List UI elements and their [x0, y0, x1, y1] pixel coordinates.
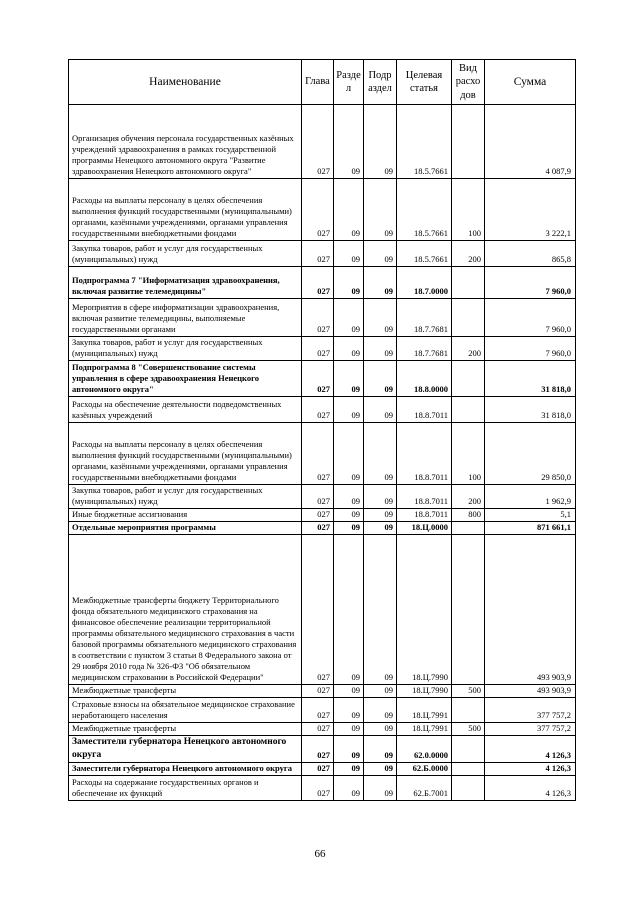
row-sum: 31 818,0	[485, 397, 576, 423]
row-subsection: 09	[364, 397, 397, 423]
row-target: 18.Ц.7990	[397, 535, 452, 685]
row-section: 09	[334, 105, 364, 179]
row-section: 09	[334, 179, 364, 241]
row-target: 18.8.7011	[397, 485, 452, 509]
row-name: Расходы на обеспечение деятельности подведомственных казённых учреждений	[69, 397, 302, 423]
row-name: Межбюджетные трансферты бюджету Территориального фонда обязательного медицинского страхования на финансовое обеспечение реализации территориальной программы обязательного медицинского страхования в части базовой программы обязательного медицинского страхования в соответствии с пунктом 3 статьи 8 Федерального закона от 29 ноября 2010 года № 326-ФЗ "Об обязательном медицинском страховании в Российской Федерации"	[69, 535, 302, 685]
table-row	[69, 299, 576, 337]
row-subsection: 09	[364, 299, 397, 337]
row-subsection: 09	[364, 736, 397, 763]
row-target: 18.Ц.7991	[397, 698, 452, 723]
row-sum: 4 087,9	[485, 105, 576, 179]
header-name: Наименование	[69, 60, 302, 105]
row-sum: 377 757,2	[485, 723, 576, 736]
row-name: Межбюджетные трансферты	[69, 685, 302, 698]
row-subsection: 09	[364, 267, 397, 299]
table-row	[69, 685, 576, 698]
row-expense-type	[452, 736, 485, 763]
row-section: 09	[334, 361, 364, 397]
row-section: 09	[334, 397, 364, 423]
row-target: 18.7.0000	[397, 267, 452, 299]
row-expense-type: 500	[452, 723, 485, 736]
row-section: 09	[334, 509, 364, 522]
row-sum: 871 661,1	[485, 522, 576, 535]
row-expense-type: 200	[452, 337, 485, 361]
table-row	[69, 485, 576, 509]
header-subsection: Подр аздел	[364, 60, 397, 105]
table-row	[69, 267, 576, 299]
row-name: Подпрограмма 8 "Совершенствование системы управления в сфере здравоохранения Ненецкого автономного округа"	[69, 361, 302, 397]
row-name: Расходы на выплаты персоналу в целях обеспечения выполнения функций государственными (муниципальными) органами, казёнными учреждениями, органами управления государственными внебюджетными фондами	[69, 423, 302, 485]
row-target: 62.Б.7001	[397, 776, 452, 801]
row-chapter: 027	[302, 337, 334, 361]
row-expense-type	[452, 267, 485, 299]
row-section: 09	[334, 736, 364, 763]
row-expense-type	[452, 105, 485, 179]
table-row	[69, 522, 576, 535]
row-target: 18.Ц.0000	[397, 522, 452, 535]
row-subsection: 09	[364, 723, 397, 736]
row-subsection: 09	[364, 179, 397, 241]
row-chapter: 027	[302, 397, 334, 423]
row-section: 09	[334, 267, 364, 299]
row-name: Мероприятия в сфере информатизации здравоохранения, включая развитие телемедицины, выполняемые государственными органами	[69, 299, 302, 337]
row-target: 18.8.7011	[397, 397, 452, 423]
header-chapter: Глава	[302, 60, 334, 105]
row-chapter: 027	[302, 763, 334, 776]
row-subsection: 09	[364, 361, 397, 397]
row-subsection: 09	[364, 535, 397, 685]
row-name: Расходы на выплаты персоналу в целях обеспечения выполнения функций государственными (муниципальными) органами, казёнными учреждениями, органами управления государственными внебюджетными фондами	[69, 179, 302, 241]
row-target: 18.5.7661	[397, 179, 452, 241]
row-sum: 5,1	[485, 509, 576, 522]
table-row	[69, 509, 576, 522]
table-row	[69, 423, 576, 485]
row-name: Межбюджетные трансферты	[69, 723, 302, 736]
table-row	[69, 241, 576, 267]
row-chapter: 027	[302, 723, 334, 736]
row-subsection: 09	[364, 241, 397, 267]
header-section: Разде л	[334, 60, 364, 105]
row-subsection: 09	[364, 685, 397, 698]
row-section: 09	[334, 423, 364, 485]
row-target: 18.5.7661	[397, 241, 452, 267]
row-chapter: 027	[302, 736, 334, 763]
row-expense-type	[452, 763, 485, 776]
row-target: 18.7.7681	[397, 299, 452, 337]
row-sum: 377 757,2	[485, 698, 576, 723]
table-row	[69, 535, 576, 685]
row-chapter: 027	[302, 241, 334, 267]
row-name: Расходы на содержание государственных органов и обеспечение их функций	[69, 776, 302, 801]
row-section: 09	[334, 763, 364, 776]
header-sum: Сумма	[485, 60, 576, 105]
row-chapter: 027	[302, 685, 334, 698]
row-name: Подпрограмма 7 "Информатизация здравоохранения, включая развитие телемедицины"	[69, 267, 302, 299]
row-chapter: 027	[302, 485, 334, 509]
row-section: 09	[334, 241, 364, 267]
row-expense-type: 200	[452, 485, 485, 509]
row-target: 62.0.0000	[397, 736, 452, 763]
table-row	[69, 361, 576, 397]
row-sum: 493 903,9	[485, 535, 576, 685]
header-target: Целевая статья	[397, 60, 452, 105]
row-expense-type: 800	[452, 509, 485, 522]
row-chapter: 027	[302, 423, 334, 485]
row-subsection: 09	[364, 485, 397, 509]
row-expense-type	[452, 522, 485, 535]
row-sum: 31 818,0	[485, 361, 576, 397]
row-chapter: 027	[302, 509, 334, 522]
row-target: 18.Ц.7991	[397, 723, 452, 736]
row-chapter: 027	[302, 522, 334, 535]
row-subsection: 09	[364, 105, 397, 179]
row-sum: 4 126,3	[485, 763, 576, 776]
row-section: 09	[334, 776, 364, 801]
row-chapter: 027	[302, 267, 334, 299]
row-sum: 3 222,1	[485, 179, 576, 241]
row-chapter: 027	[302, 179, 334, 241]
row-section: 09	[334, 535, 364, 685]
table-row	[69, 763, 576, 776]
row-sum: 4 126,3	[485, 736, 576, 763]
row-expense-type: 100	[452, 423, 485, 485]
table-row	[69, 776, 576, 801]
row-sum: 7 960,0	[485, 337, 576, 361]
row-name: Организация обучения персонала государственных казённых учреждений здравоохранения в рамках государственной программы Ненецкого автономного округа "Развитие здравоохранения Ненецкого автономного округа"	[69, 105, 302, 179]
row-expense-type	[452, 361, 485, 397]
table-row	[69, 105, 576, 179]
row-target: 18.8.7011	[397, 509, 452, 522]
row-name: Закупка товаров, работ и услуг для государственных (муниципальных) нужд	[69, 485, 302, 509]
row-sum: 7 960,0	[485, 267, 576, 299]
row-target: 62.Б.0000	[397, 763, 452, 776]
row-name: Заместители губернатора Ненецкого автономного округа	[69, 763, 302, 776]
table-row	[69, 698, 576, 723]
row-expense-type	[452, 299, 485, 337]
row-chapter: 027	[302, 535, 334, 685]
row-chapter: 027	[302, 105, 334, 179]
row-sum: 865,8	[485, 241, 576, 267]
table-row	[69, 397, 576, 423]
row-section: 09	[334, 723, 364, 736]
header-expense-type: Вид расхо дов	[452, 60, 485, 105]
row-name: Заместители губернатора Ненецкого автономного округа	[69, 736, 302, 763]
header-row	[69, 60, 576, 105]
row-section: 09	[334, 522, 364, 535]
row-name: Закупка товаров, работ и услуг для государственных (муниципальных) нужд	[69, 241, 302, 267]
row-sum: 493 903,9	[485, 685, 576, 698]
row-expense-type	[452, 698, 485, 723]
row-name: Закупка товаров, работ и услуг для государственных (муниципальных) нужд	[69, 337, 302, 361]
table-row	[69, 736, 576, 763]
row-subsection: 09	[364, 509, 397, 522]
row-expense-type	[452, 397, 485, 423]
row-chapter: 027	[302, 299, 334, 337]
row-target: 18.5.7661	[397, 105, 452, 179]
row-name: Иные бюджетные ассигнования	[69, 509, 302, 522]
row-subsection: 09	[364, 337, 397, 361]
table-body	[69, 105, 576, 801]
row-expense-type: 200	[452, 241, 485, 267]
row-subsection: 09	[364, 776, 397, 801]
row-sum: 1 962,9	[485, 485, 576, 509]
row-chapter: 027	[302, 698, 334, 723]
row-chapter: 027	[302, 361, 334, 397]
row-target: 18.7.7681	[397, 337, 452, 361]
row-subsection: 09	[364, 763, 397, 776]
row-section: 09	[334, 698, 364, 723]
row-section: 09	[334, 685, 364, 698]
row-target: 18.8.0000	[397, 361, 452, 397]
row-name: Страховые взносы на обязательное медицинское страхование неработающего населения	[69, 698, 302, 723]
row-chapter: 027	[302, 776, 334, 801]
row-sum: 4 126,3	[485, 776, 576, 801]
row-subsection: 09	[364, 698, 397, 723]
row-subsection: 09	[364, 522, 397, 535]
row-target: 18.Ц.7990	[397, 685, 452, 698]
row-name: Отдельные мероприятия программы	[69, 522, 302, 535]
row-expense-type: 100	[452, 179, 485, 241]
row-subsection: 09	[364, 423, 397, 485]
table-row	[69, 179, 576, 241]
row-section: 09	[334, 485, 364, 509]
row-sum: 29 850,0	[485, 423, 576, 485]
row-target: 18.8.7011	[397, 423, 452, 485]
row-expense-type: 500	[452, 685, 485, 698]
row-expense-type	[452, 535, 485, 685]
budget-table	[68, 59, 576, 801]
row-expense-type	[452, 776, 485, 801]
row-section: 09	[334, 337, 364, 361]
row-sum: 7 960,0	[485, 299, 576, 337]
row-section: 09	[334, 299, 364, 337]
table-row	[69, 723, 576, 736]
page-number: 66	[314, 848, 326, 860]
table-row	[69, 337, 576, 361]
